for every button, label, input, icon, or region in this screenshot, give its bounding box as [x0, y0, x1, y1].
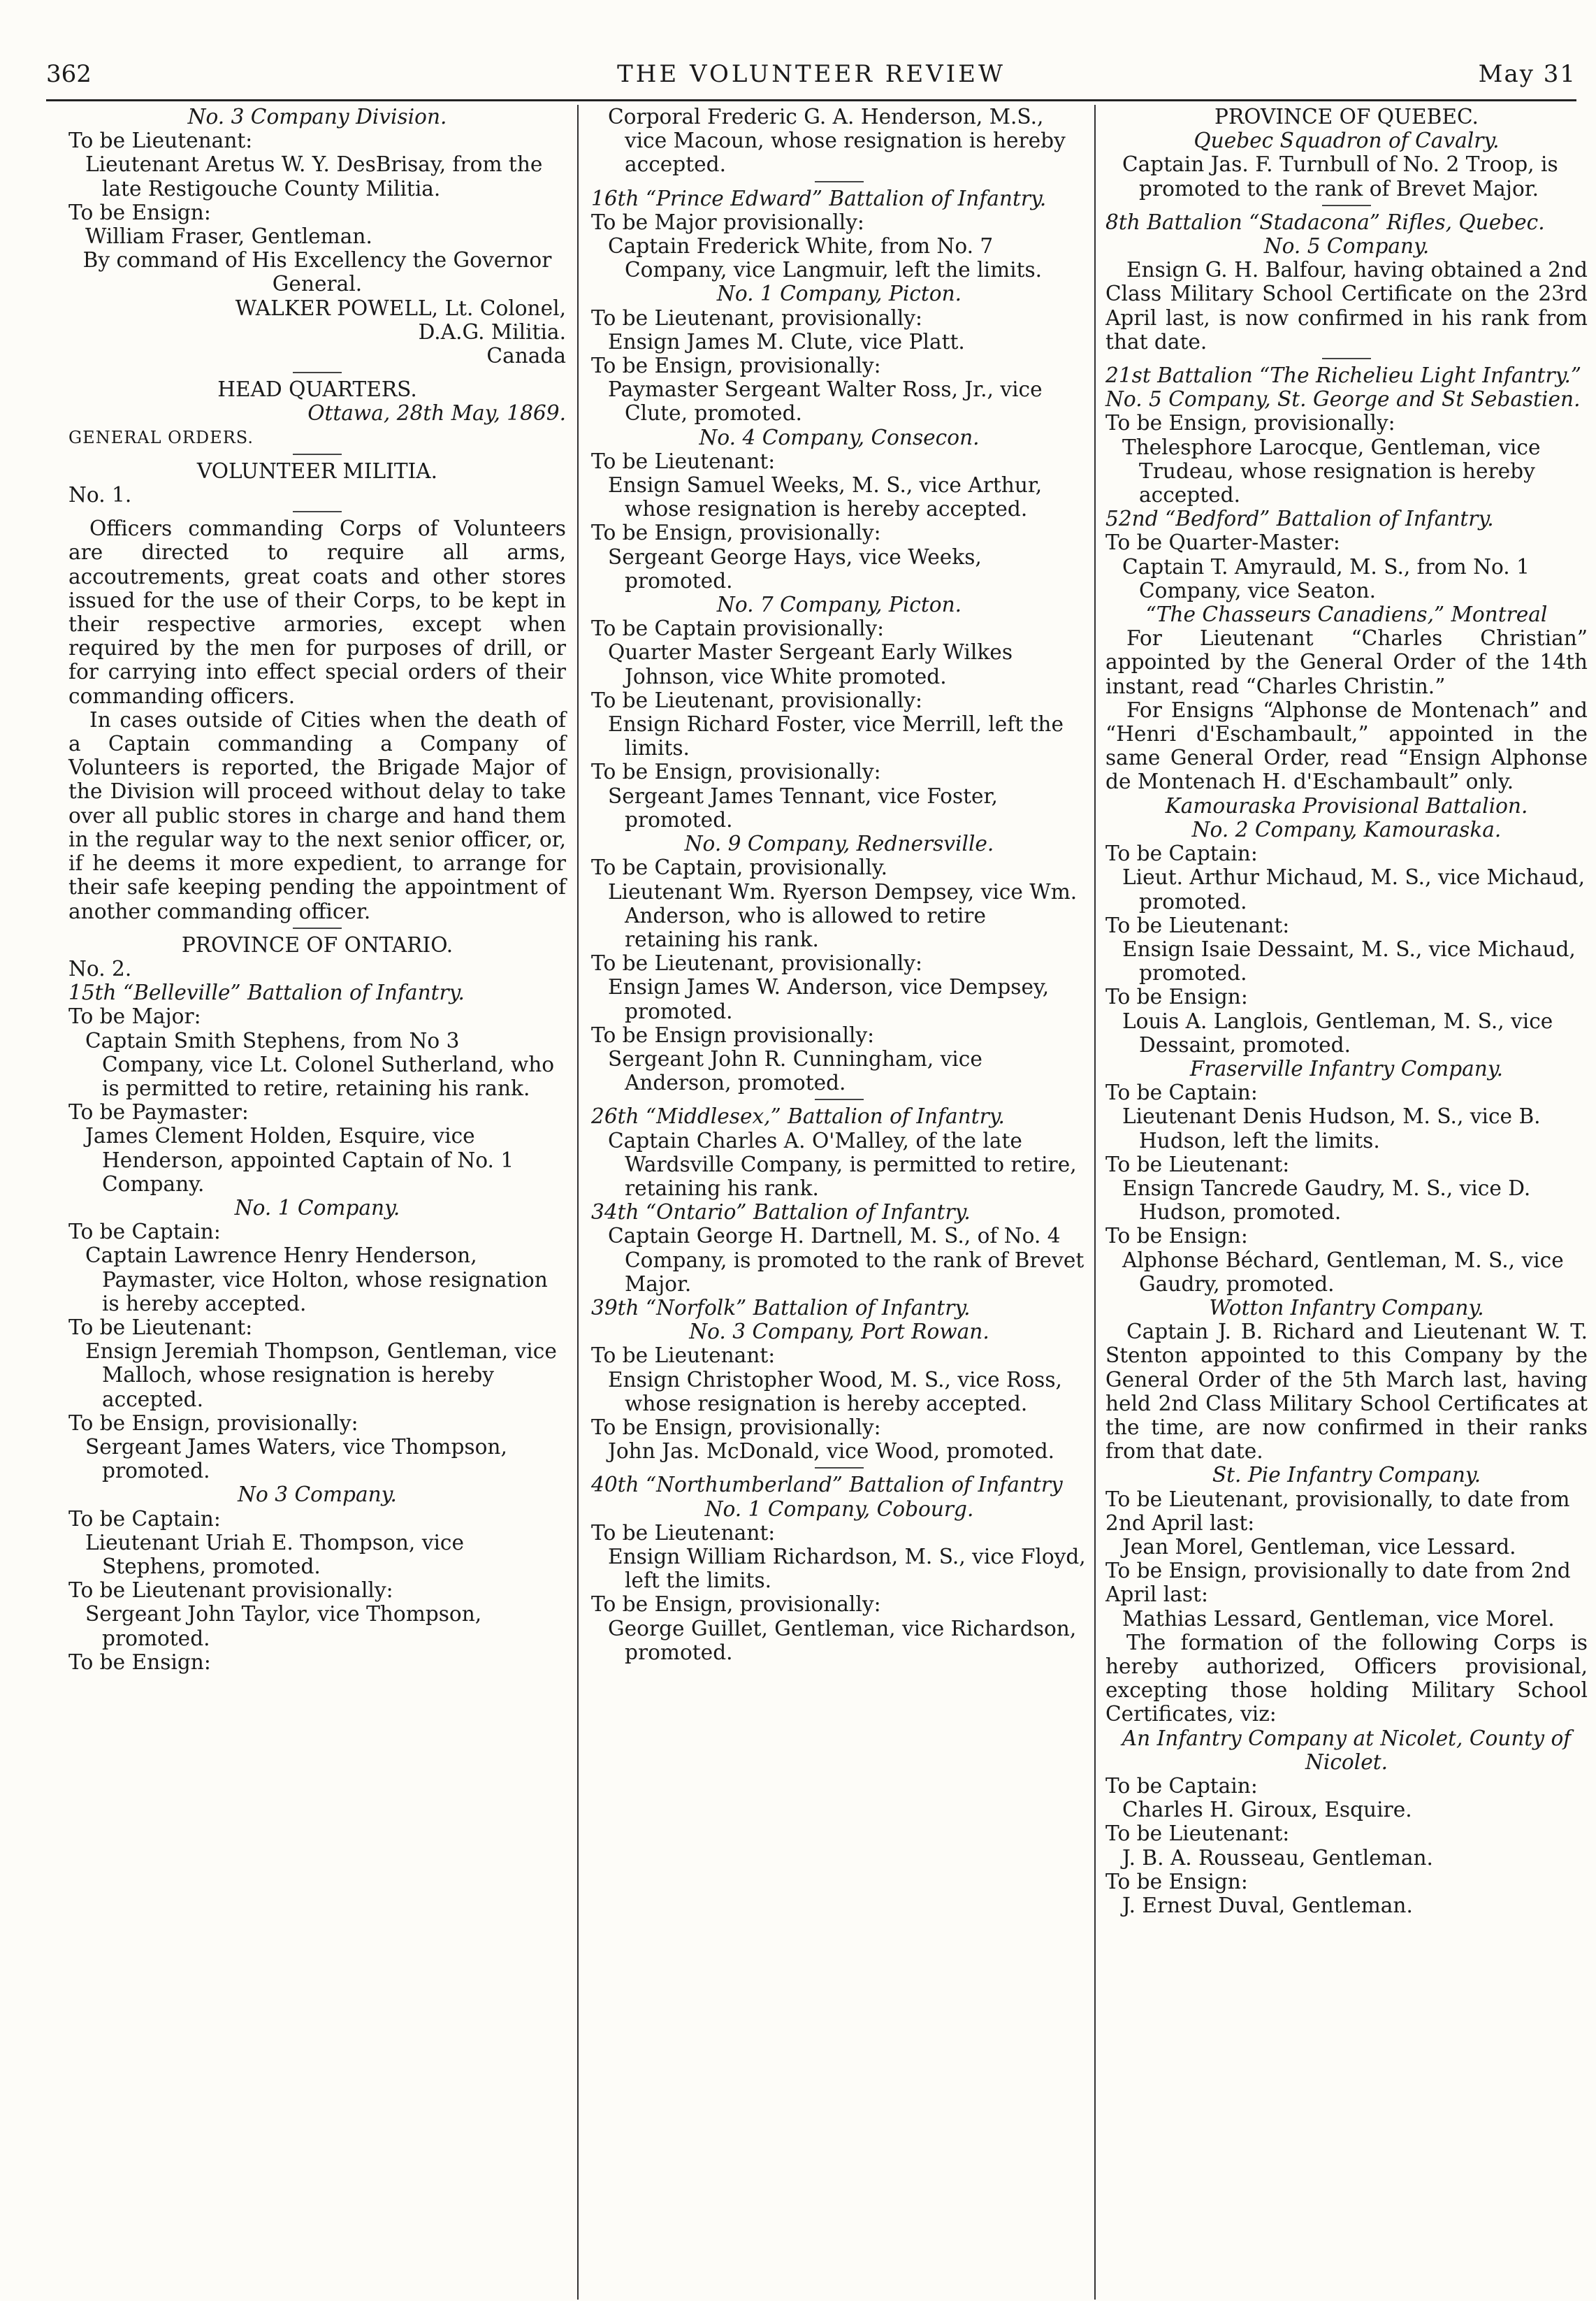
company-heading: Fraserville Infantry Company. [1189, 1056, 1504, 1081]
company-heading: “The Chasseurs Canadiens,” Montreal [1145, 603, 1548, 627]
company-heading: No. 3 Company, Port Rowan. [689, 1320, 989, 1344]
company-heading: No. 1 Company, Picton. [716, 282, 962, 306]
battalion-heading: 16th “Prince Edward” Battalion of Infantry. [591, 186, 1047, 210]
appointment-entry: Corporal Frederic G. A. Henderson, M.S., vice Macoun, whose resignation is hereby accepted. [608, 105, 1066, 177]
page-number: 362 [46, 60, 92, 88]
signature-line: WALKER POWELL, Lt. Colonel, [235, 296, 566, 320]
paragraph: For Ensigns “Alphonse de Montenach” and “Henri d'Eschambault,” appointed in the same General Order, read “Ensign Alphonse de Montenach H. d'Eschambault” only. [1105, 698, 1588, 794]
appointment-entry: James Clement Holden, Esquire, vice Henderson, appointed Captain of No. 1 Company. [85, 1124, 514, 1196]
subheading: To be Ensign: [1105, 1224, 1248, 1248]
subheading: To be Ensign: [1105, 985, 1248, 1009]
appointment-entry: Ensign Richard Foster, vice Merrill, left the limits. [608, 712, 1064, 760]
appointment-entry: Sergeant John R. Cunningham, vice Anderson, promoted. [608, 1046, 982, 1095]
battalion-heading: 21st Battalion “The Richelieu Light Infantry.” [1105, 363, 1582, 388]
subheading: To be Captain, provisionally. [591, 856, 888, 880]
appointment-entry: Ensign Christopher Wood, M. S., vice Ross, whose resignation is hereby accepted. [608, 1367, 1062, 1415]
subheading: To be Lieutenant: [591, 1343, 776, 1368]
subheading: To be Ensign provisionally: [591, 1023, 875, 1047]
company-heading: St. Pie Infantry Company. [1212, 1463, 1481, 1487]
subheading: To be Captain: [68, 1506, 221, 1531]
newspaper-title: THE VOLUNTEER REVIEW [617, 60, 1006, 88]
subheading: To be Ensign, provisionally to date from 2nd April last: [1105, 1559, 1571, 1607]
appointment-entry: Sergeant James Waters, vice Thompson, promoted. [85, 1434, 507, 1483]
subheading: To be Lieutenant, provisionally: [591, 305, 922, 330]
appointment-entry: J. Ernest Duval, Gentleman. [1122, 1894, 1413, 1918]
subheading: To be Ensign: [1105, 1869, 1248, 1894]
appointment-entry: Captain Lawrence Henry Henderson, Paymaster, vice Holton, whose resignation is hereby accepted. [85, 1243, 548, 1315]
section-rule [293, 372, 342, 373]
issue-date: May 31 [1478, 60, 1576, 88]
subheading: To be Ensign, provisionally: [591, 1592, 881, 1617]
battalion-heading: 34th “Ontario” Battalion of Infantry. [591, 1200, 971, 1225]
appointment-entry: Jean Morel, Gentleman, vice Lessard. [1122, 1534, 1516, 1559]
paragraph: Ensign G. H. Balfour, having obtained a 2nd Class Military School Certificate on the 23rd April last, is now confirmed in his rank from that date. [1105, 258, 1588, 354]
appointment-entry: Ensign Jeremiah Thompson, Gentleman, vice Malloch, whose resignation is hereby accepted. [85, 1339, 557, 1411]
appointment-entry: Lieutenant Aretus W. Y. DesBrisay, from the late Restigouche County Militia. [85, 152, 543, 201]
column-1 [68, 105, 566, 1674]
subheading: To be Ensign, provisionally: [591, 760, 881, 784]
subheading: To be Captain: [1105, 1774, 1258, 1798]
subheading: To be Lieutenant, provisionally: [591, 951, 922, 976]
company-heading: No 3 Company. [238, 1483, 397, 1507]
subheading: To be Quarter-Master: [1105, 531, 1340, 555]
column-divider [1094, 105, 1096, 2300]
appointment-entry: Louis A. Langlois, Gentleman, M. S., vice Dessaint, promoted. [1122, 1009, 1553, 1057]
appointment-entry: Sergeant James Tennant, vice Foster, promoted. [608, 784, 998, 832]
company-heading: Kamouraska Provisional Battalion. [1165, 793, 1528, 818]
company-heading: No. 5 Company. [1263, 234, 1430, 259]
appointment-entry: John Jas. McDonald, vice Wood, promoted. [608, 1439, 1055, 1464]
signature-line: D.A.G. Militia. [418, 319, 566, 344]
paragraph: Captain J. B. Richard and Lieutenant W. T. Stenton appointed to this Company by the General Order of the 5th March last, having held 2nd Class Military School Certificates at the time, are now confirmed in their ranks from that date. [1105, 1320, 1588, 1464]
subheading: To be Ensign: [68, 200, 211, 224]
appointment-entry: Captain T. Amyrauld, M. S., from No. 1 Company, vice Seaton. [1122, 554, 1530, 603]
subheading: To be Lieutenant: [68, 1315, 253, 1339]
subheading: To be Lieutenant, provisionally, to date from 2nd April last: [1105, 1487, 1570, 1535]
section-heading: PROVINCE OF ONTARIO. [181, 932, 454, 957]
subheading: To be Lieutenant: [1105, 1822, 1290, 1846]
orders-label: GENERAL ORDERS. [68, 427, 254, 447]
company-heading: No. 2 Company, Kamouraska. [1191, 817, 1502, 842]
company-heading: An Infantry Company at Nicolet, County of Nicolet. [1122, 1726, 1572, 1774]
section-heading: VOLUNTEER MILITIA. [196, 459, 438, 483]
appointment-entry: Ensign Tancrede Gaudry, M. S., vice D. Hudson, promoted. [1122, 1176, 1531, 1225]
subheading: To be Lieutenant: [591, 449, 776, 473]
appointment-entry: Ensign James M. Clute, vice Platt. [608, 329, 965, 354]
appointment-entry: Lieutenant Wm. Ryerson Dempsey, vice Wm. Anderson, who is allowed to retire retaining his rank. [608, 879, 1078, 951]
subheading: To be Captain: [1105, 842, 1258, 866]
column-2 [591, 105, 1087, 1664]
subheading: To be Ensign, provisionally: [591, 1415, 881, 1439]
battalion-heading: 15th “Belleville” Battalion of Infantry. [68, 981, 465, 1005]
battalion-heading: 52nd “Bedford” Battalion of Infantry. [1105, 507, 1494, 531]
signature-line: Canada [486, 344, 566, 368]
appointment-entry: Ensign Isaie Dessaint, M. S., vice Michaud, promoted. [1122, 937, 1576, 986]
battalion-heading: No. 5 Company, St. George and St Sebastien. [1105, 387, 1581, 412]
appointment-entry: Sergeant George Hays, vice Weeks, promoted. [608, 544, 982, 593]
subheading: To be Lieutenant: [591, 1520, 776, 1545]
subheading: To be Ensign, provisionally: [591, 354, 881, 378]
subheading: To be Ensign, provisionally: [591, 521, 881, 545]
appointment-entry: Captain Jas. F. Turnbull of No. 2 Troop, is promoted to the rank of Brevet Major. [1122, 152, 1558, 201]
subheading: To be Captain: [1105, 1081, 1258, 1105]
appointment-entry: Captain Smith Stephens, from No 3 Company, vice Lt. Colonel Sutherland, who is permitted to retire, retaining his rank. [85, 1028, 555, 1100]
appointment-entry: Charles H. Giroux, Esquire. [1122, 1798, 1412, 1822]
appointment-entry: Ensign James W. Anderson, vice Dempsey, promoted. [608, 975, 1050, 1023]
battalion-heading: 8th Battalion “Stadacona” Rifles, Quebec. [1105, 210, 1545, 234]
company-heading: No. 1 Company. [234, 1195, 400, 1220]
section-rule [815, 1099, 864, 1100]
appointment-entry: Quarter Master Sergeant Early Wilkes Johnson, vice White promoted. [608, 640, 1013, 688]
subheading: To be Captain: [68, 1220, 221, 1244]
battalion-heading: 39th “Norfolk” Battalion of Infantry. [591, 1295, 971, 1320]
appointment-entry: Ensign William Richardson, M. S., vice Floyd, left the limits. [608, 1544, 1086, 1593]
section-rule [1322, 358, 1371, 359]
section-rule [815, 181, 864, 182]
appointment-entry: Lieut. Arthur Michaud, M. S., vice Michaud, promoted. [1122, 865, 1586, 914]
company-heading: No. 3 Company Division. [187, 105, 447, 129]
section-heading: HEAD QUARTERS. [217, 377, 417, 402]
company-heading: Quebec Squadron of Cavalry. [1194, 129, 1500, 153]
appointment-entry: Captain George H. Dartnell, M. S., of No. 4 Company, is promoted to the rank of Brevet Major. [608, 1224, 1084, 1296]
column-divider [577, 105, 579, 2300]
paragraph: Officers commanding Corps of Volunteers are directed to require all arms, accoutrements, great coats and other stores issued for the use of their Corps, to be kept in their respective armories, except when required by the men for purposes of drill, or for carrying into effect special orders of their commanding officers. [68, 517, 566, 708]
subheading: To be Lieutenant, provisionally: [591, 688, 922, 712]
subheading: To be Lieutenant: [1105, 913, 1290, 937]
subheading: To be Lieutenant: [1105, 1152, 1290, 1176]
subheading: To be Paymaster: [68, 1100, 249, 1125]
page-header [46, 57, 1576, 101]
subheading: To be Lieutenant provisionally: [68, 1578, 393, 1603]
subheading: No. 2. [68, 956, 132, 981]
subheading: To be Ensign, provisionally: [68, 1411, 358, 1435]
company-heading: No. 1 Company, Cobourg. [704, 1496, 974, 1521]
appointment-entry: Mathias Lessard, Gentleman, vice Morel. [1122, 1606, 1555, 1631]
subheading: To be Ensign: [68, 1650, 211, 1674]
appointment-entry: Lieutenant Uriah E. Thompson, vice Stephens, promoted. [85, 1530, 465, 1578]
section-heading: PROVINCE OF QUEBEC. [1214, 105, 1479, 129]
appointment-entry: Paymaster Sergeant Walter Ross, Jr., vice Clute, promoted. [608, 377, 1043, 426]
section-heading: By command of His Excellency the Governor General. [82, 248, 552, 296]
dateline: Ottawa, 28th May, 1869. [307, 401, 566, 426]
section-rule [293, 511, 342, 512]
subheading: No. 1. [68, 483, 132, 507]
appointment-entry: William Fraser, Gentleman. [85, 224, 372, 249]
section-rule [815, 1467, 864, 1469]
subheading: To be Major: [68, 1004, 201, 1029]
appointment-entry: Captain Charles A. O'Malley, of the late Wardsville Company, is permitted to retire, retaining his rank. [608, 1128, 1077, 1200]
section-rule [293, 928, 342, 929]
battalion-heading: 26th “Middlesex,” Battalion of Infantry. [591, 1104, 1005, 1129]
paragraph: In cases outside of Cities when the death of a Captain commanding a Company of Volunteers is reported, the Brigade Major of the Division will proceed without delay to take over all public stores in charge and hand them in the regular way to the next senior officer, or, if he deems it more expedient, to arrange for their safe keeping pending the appointment of another commanding officer. [68, 707, 566, 923]
company-heading: Wotton Infantry Company. [1209, 1295, 1484, 1320]
subheading: To be Captain provisionally: [591, 616, 885, 641]
battalion-heading: 40th “Northumberland” Battalion of Infantry [591, 1473, 1063, 1497]
company-heading: No. 9 Company, Rednersville. [684, 832, 994, 856]
company-heading: No. 7 Company, Picton. [716, 593, 962, 617]
subheading: To be Ensign, provisionally: [1105, 411, 1395, 435]
company-heading: No. 4 Company, Consecon. [699, 425, 980, 449]
appointment-entry: J. B. A. Rousseau, Gentleman. [1122, 1845, 1433, 1870]
subheading: To be Lieutenant: [68, 129, 253, 153]
appointment-entry: Sergeant John Taylor, vice Thompson, promoted. [85, 1602, 482, 1650]
paragraph: The formation of the following Corps is hereby authorized, Officers provisional, excepting those holding Military School Certificates, viz: [1105, 1630, 1588, 1726]
appointment-entry: Lieutenant Denis Hudson, M. S., vice B. Hudson, left the limits. [1122, 1104, 1541, 1153]
paragraph: For Lieutenant “Charles Christian” appointed by the General Order of the 14th instant, read “Charles Christin.” [1105, 626, 1588, 698]
appointment-entry: Ensign Samuel Weeks, M. S., vice Arthur, whose resignation is hereby accepted. [608, 473, 1043, 521]
appointment-entry: Captain Frederick White, from No. 7 Company, vice Langmuir, left the limits. [608, 234, 1043, 282]
column-3 [1105, 105, 1588, 1917]
subheading: To be Major provisionally: [591, 210, 864, 234]
appointment-entry: Alphonse Béchard, Gentleman, M. S., vice Gaudry, promoted. [1122, 1248, 1564, 1296]
section-rule [1322, 205, 1371, 206]
appointment-entry: George Guillet, Gentleman, vice Richardson, promoted. [608, 1616, 1077, 1664]
section-rule [293, 454, 342, 455]
appointment-entry: Thelesphore Larocque, Gentleman, vice Trudeau, whose resignation is hereby accepted. [1122, 435, 1541, 507]
